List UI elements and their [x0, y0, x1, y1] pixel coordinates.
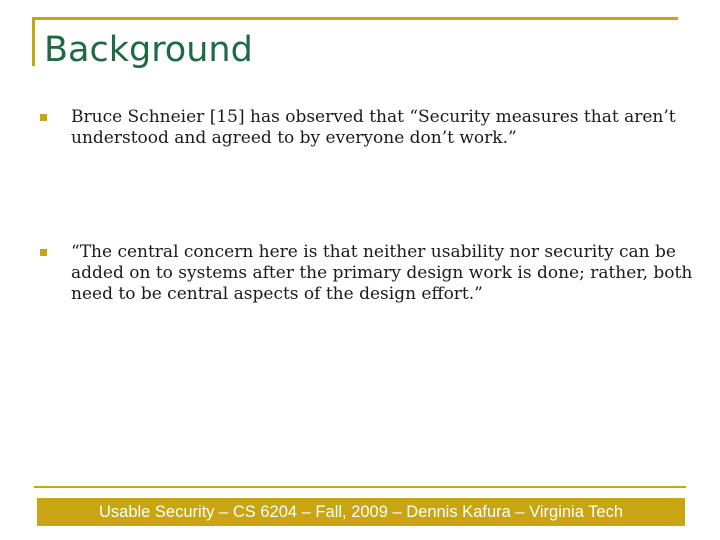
bullet-item-1	[71, 107, 696, 149]
footer-rule	[34, 486, 686, 488]
footer-bar	[37, 498, 685, 526]
bullet-text-1: Bruce Schneier [15] has observed that “Security measures that aren’t understood and agreed to by everyone don’t work.”	[71, 107, 676, 148]
bullet-text-2: “The central concern here is that neither usability nor security can be added on to systems after the primary design work is done; rather, both need to be central aspects of the design effort.”	[71, 242, 693, 304]
slide-title: Background	[44, 30, 253, 70]
square-bullet-icon	[40, 114, 47, 121]
footer-text: Usable Security – CS 6204 – Fall, 2009 – Dennis Kafura – Virginia Tech	[98, 502, 624, 521]
bullet-item-2	[71, 242, 696, 305]
title-frame-top-rule	[32, 17, 678, 20]
square-bullet-icon	[40, 249, 47, 256]
title-frame-left-rule	[32, 17, 35, 66]
